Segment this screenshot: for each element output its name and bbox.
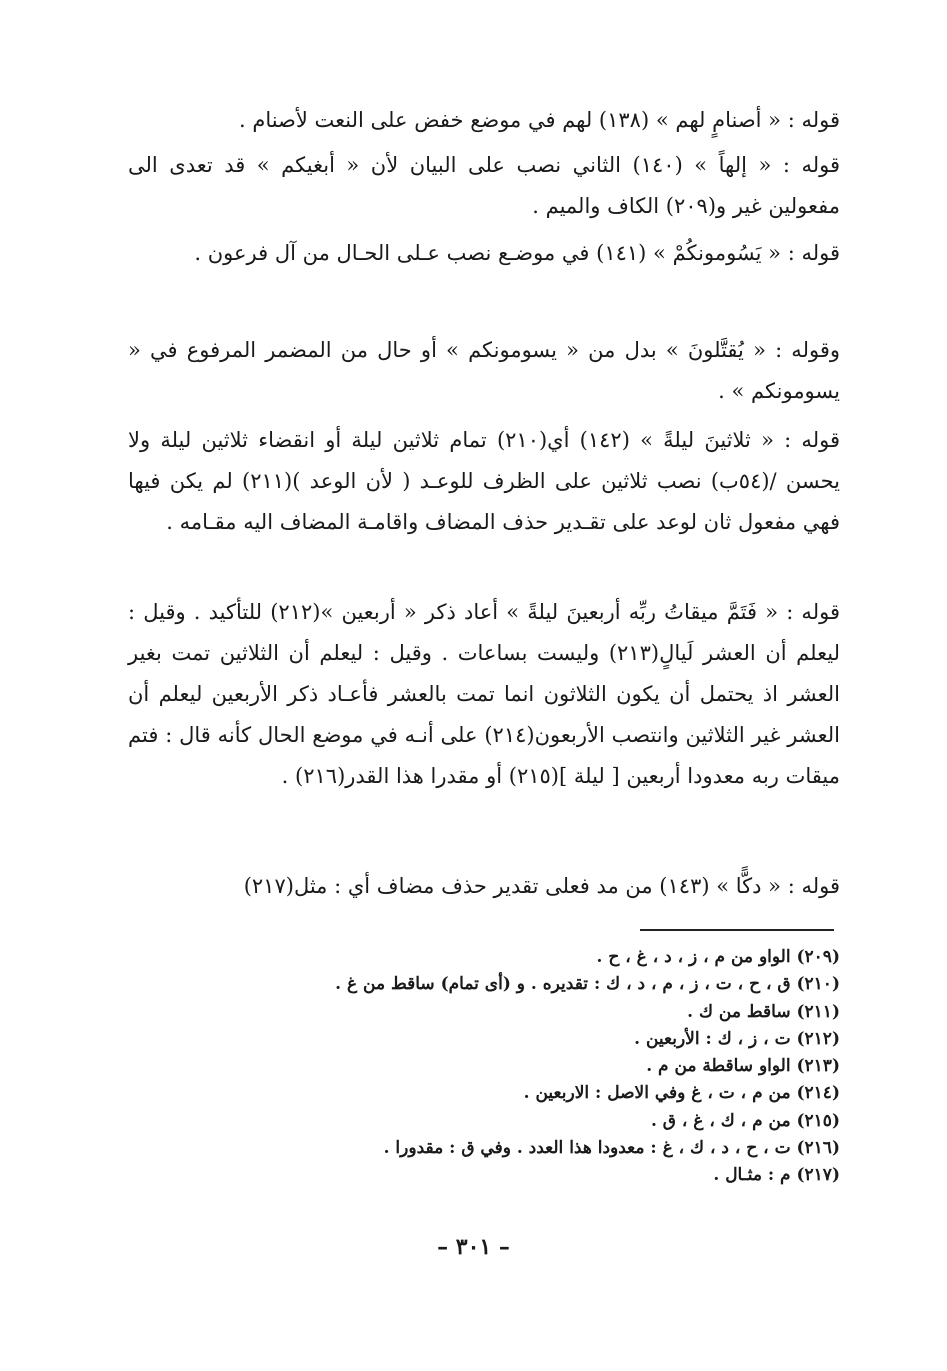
footnote: (٢١٠) ق ، ح ، ت ، ز ، م ، د ، ك : تقديره . و (أى تمام) ساقط من غ . <box>335 974 840 995</box>
footnote-separator <box>640 929 834 931</box>
footnote: (٢١١) ساقط من ك . <box>687 1001 840 1022</box>
paragraph-5: قوله : « ثلاثينَ ليلةً » (١٤٢) أي(٢١٠) تمام ثلاثين ليلة أو انقضاء ثلاثين ليلة ولا يحسن /(٥٤ب) نصب ثلاثين على الظرف للوعـد ( لأن الوعد )(٢١١) لم يكن فيها فهي مفعول ثان لوعد على تقـدير حذف المضاف واقامـة المضاف اليه مقـامه . <box>128 428 840 534</box>
paragraph-2: قوله : « إلهاً » (١٤٠) الثاني نصب على البيان لأن « أبغيكم » قد تعدى الى مفعولين غير و(٢٠٩) الكاف والميم . <box>128 153 841 218</box>
paragraph-4: وقوله : « يُقتَّلونَ » بدل من « يسومونكم » أو حال من المضمر المرفوع في « يسومونكم » . <box>128 338 840 403</box>
page-number: – ٣٠١ – <box>437 1234 510 1260</box>
footnote: (٢١٣) الواو ساقطة من م . <box>646 1056 840 1077</box>
paragraph-3: قوله : « يَسُومونكُمْ » (١٤١) في موضـع نصب عـلى الحـال من آل فرعون . <box>194 241 840 265</box>
paragraph-6: قوله : « فَتَمَّ ميقاتُ ربِّه أربعينَ ليلةً » أعاد ذكر « أربعين »(٢١٢) للتأكيد . وقيل : ليعلم أن العشر لَيالٍ(٢١٣) وليست بساعات . وقيل : ليعلم أن الثلاثين تمت بغير العشر اذ يحتمل أن يكون الثلاثون انما تمت بالعشر فأعـاد ذكر الأربعين ليعلم أن العشر غير الثلاثين وانتصب الأربعون(٢١٤) على أنـه في موضع الحال كأنه قال : فتم ميقات ربه معدودا أربعين [ ليلة ](٢١٥) أو مقدرا هذا القدر(٢١٦) . <box>128 600 840 788</box>
footnote: (٢١٧) م : مثـال . <box>713 1165 840 1186</box>
footnotes-list <box>128 944 840 1190</box>
footnote: (٢٠٩) الواو من م ، ز ، د ، غ ، ح . <box>596 947 840 967</box>
footnote: (٢١٥) من م ، ك ، غ ، ق . <box>650 1110 840 1131</box>
footnote: (٢١٢) ت ، ز ، ك : الأربعين . <box>634 1028 840 1049</box>
footnote: (٢١٤) من م ، ت ، غ وفي الاصل : الاربعين . <box>523 1083 840 1104</box>
footnote: (٢١٦) ت ، ح ، د ، ك ، غ : معدودا هذا العدد . وفي ق : مقدورا . <box>383 1138 840 1159</box>
paragraph-1: قوله : « أصنامٍ لهم » (١٣٨) لهم في موضع خفض على النعت لأصنام . <box>238 108 840 132</box>
paragraph-7: قوله : « دكًّا » (١٤٣) من مد فعلى تقدير حذف مضاف أي : مثل(٢١٧) <box>243 874 840 898</box>
